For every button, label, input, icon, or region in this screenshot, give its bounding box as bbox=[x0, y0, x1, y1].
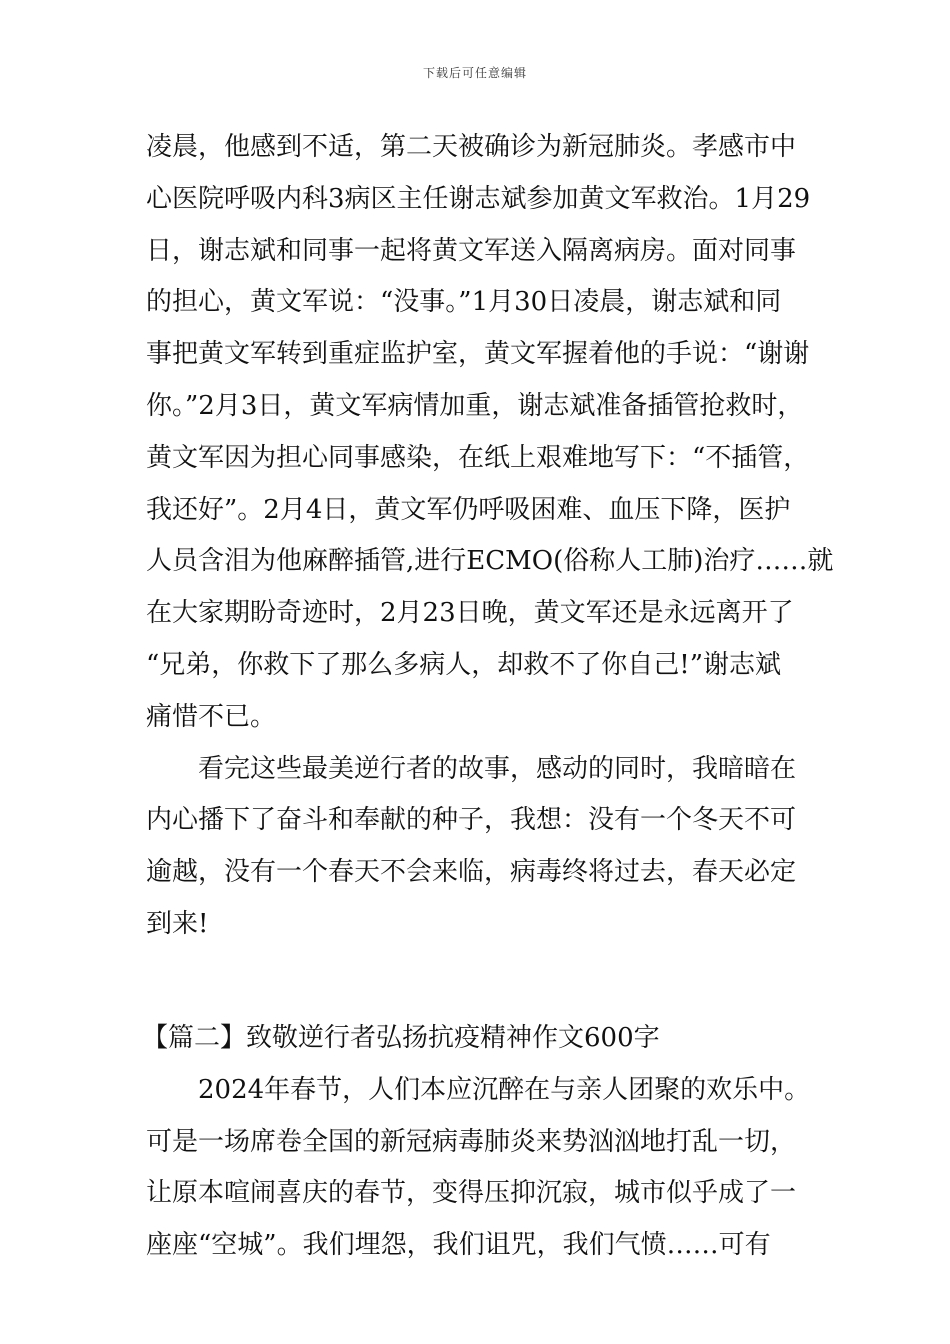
text-line: 我还好”。2月4日，黄文军仍呼吸困难、血压下降，医护 bbox=[146, 494, 791, 525]
section-spacer bbox=[146, 957, 818, 1019]
text-line: 你。”2月3日，黄文军病情加重，谢志斌准备插管抢救时， bbox=[146, 390, 804, 421]
section-paragraph bbox=[146, 1071, 818, 1278]
text-line: 到来! bbox=[146, 908, 209, 939]
text-line: 可是一场席卷全国的新冠病毒肺炎来势汹汹地打乱一切， bbox=[146, 1126, 797, 1157]
text-line: 让原本喧闹喜庆的春节，变得压抑沉寂，城市似乎成了一 bbox=[146, 1178, 797, 1209]
text-line: 看完这些最美逆行者的故事，感动的同时，我暗暗在 bbox=[198, 753, 797, 784]
text-line: 逾越，没有一个春天不会来临，病毒终将过去，春天必定 bbox=[146, 857, 797, 888]
paragraph-1 bbox=[146, 128, 834, 750]
text-line: “兄弟，你救下了那么多病人，却救不了你自己!”谢志斌 bbox=[146, 649, 782, 680]
document-body bbox=[142, 128, 834, 1278]
page-header: 下载后可任意编辑 bbox=[422, 66, 527, 80]
paragraph-2 bbox=[146, 750, 818, 957]
text-line: 的担心，黄文军说：“没事。”1月30日凌晨，谢志斌和同 bbox=[146, 287, 782, 318]
section-title: 【篇二】致敬逆行者弘扬抗疫精神作文600字 bbox=[142, 1022, 660, 1053]
text-line: 黄文军因为担心同事感染，在纸上艰难地写下：“不插管， bbox=[146, 442, 810, 473]
text-line: 心医院呼吸内科3病区主任谢志斌参加黄文军救治。1月29 bbox=[146, 183, 811, 214]
text-line: 痛惜不已。 bbox=[146, 701, 277, 732]
text-line: 人员含泪为他麻醉插管,进行ECMO(俗称人工肺)治疗……就 bbox=[146, 546, 834, 577]
text-line: 在大家期盼奇迹时，2月23日晚，黄文军还是永远离开了 bbox=[146, 598, 794, 629]
text-line: 2024年春节，人们本应沉醉在与亲人团聚的欢乐中。 bbox=[198, 1074, 811, 1105]
text-line: 座座“空城”。我们埋怨，我们诅咒，我们气愤……可有 bbox=[146, 1230, 771, 1261]
text-line: 日，谢志斌和同事一起将黄文军送入隔离病房。面对同事 bbox=[146, 235, 797, 266]
text-line: 凌晨，他感到不适，第二天被确诊为新冠肺炎。孝感市中 bbox=[146, 132, 797, 162]
text-line: 事把黄文军转到重症监护室，黄文军握着他的手说：“谢谢 bbox=[146, 339, 810, 370]
text-line: 内心播下了奋斗和奉献的种子，我想：没有一个冬天不可 bbox=[146, 805, 797, 836]
